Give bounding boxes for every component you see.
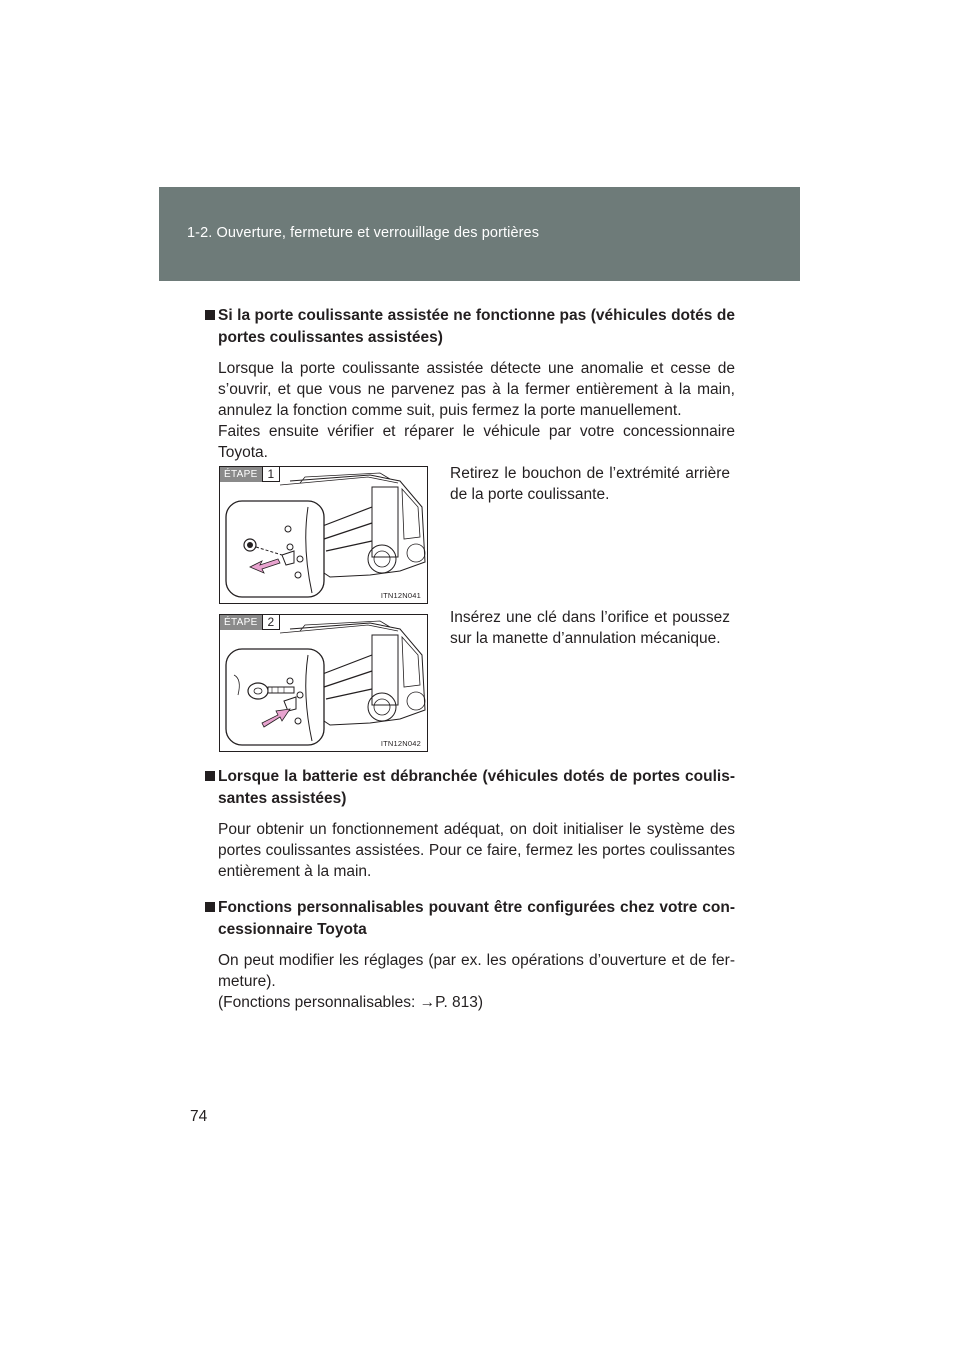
section-battery-disconnected	[205, 766, 735, 882]
chapter-header-bar	[159, 187, 800, 281]
section-heading: Si la porte coulissante assistée ne fonctionne pas (véhicules dotés de portes coulissantes assistées)	[205, 305, 735, 349]
step-badge: ÉTAPE 1	[220, 467, 280, 482]
section-body: On peut modifier les réglages (par ex. les opérations d’ouverture et de fer- meture). (Fonctions personnalisables: →P. 813)	[218, 952, 735, 1011]
minivan-rear-door-illustration	[220, 467, 427, 603]
figure-code: ITN12N042	[380, 739, 421, 748]
section-sliding-door-failure	[205, 305, 735, 463]
step-1-figure	[219, 466, 428, 604]
figure-code: ITN12N041	[380, 591, 421, 600]
step-2-caption: Insérez une clé dans l’orifice et poussez sur la manette d’annulation mécanique.	[450, 609, 730, 647]
cross-reference-link[interactable]: (Fonctions personnalisables: →P. 813)	[218, 994, 484, 1011]
step-2-figure	[219, 614, 428, 752]
section-body: Lorsque la porte coulissante assistée détecte une anomalie et cesse de s’ouvrir, et que vous ne parvenez pas à la fermer entièrement à la main, annulez la fonction comme suit, puis fermez la porte manuellement. Faites ensuite vérifier et réparer le véhicule par votre concessionnaire Toyota.	[218, 360, 735, 461]
bullet-square-icon	[205, 902, 215, 912]
main-content	[205, 305, 735, 463]
section-customizable-features	[205, 897, 735, 1013]
main-content-lower	[205, 766, 735, 1013]
chapter-title: 1-2. Ouverture, fermeture et verrouillage des portières	[187, 225, 540, 241]
section-heading: Lorsque la batterie est débranchée (véhicules dotés de portes coulis- santes assistées)	[205, 766, 735, 810]
step-1-caption: Retirez le bouchon de l’extrémité arrière de la porte coulissante.	[450, 465, 730, 503]
step-badge: ÉTAPE 2	[220, 615, 280, 630]
section-body: Pour obtenir un fonctionnement adéquat, on doit initialiser le système des portes coulissantes assistées. Pour ce faire, fermez les portes coulissantes entièrement à la main.	[218, 821, 735, 880]
minivan-key-insert-illustration	[220, 615, 427, 751]
bullet-square-icon	[205, 310, 215, 320]
bullet-square-icon	[205, 771, 215, 781]
page-number: 74	[190, 1108, 208, 1125]
section-heading: Fonctions personnalisables pouvant être configurées chez votre con- cessionnaire Toyota	[205, 897, 735, 941]
